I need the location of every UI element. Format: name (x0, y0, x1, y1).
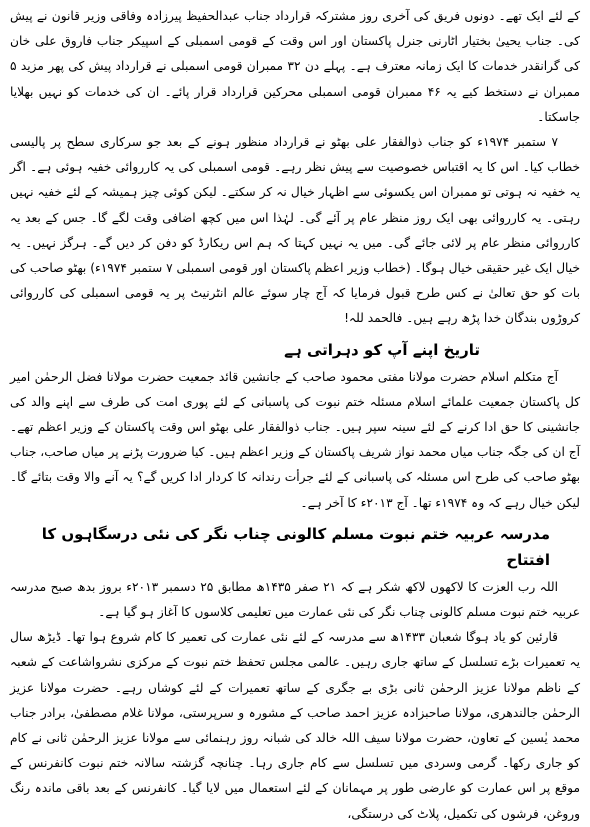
paragraph-classes-start: اللہ رب العزت کا لاکھوں لاکھ شکر ہے کہ ۲۱ صفر ۱۴۳۵ھ مطابق ۲۵ دسمبر ۲۰۱۳ء بروز بدھ صبح مدرسہ عربیہ ختم نبوت مسلم کالونی چناب نگر کی نئی عمارت میں تعلیمی کلاسوں کا آغاز ہو گیا ہے۔ (10, 579, 580, 620)
paragraph-present-leadership: آج متکلم اسلام حضرت مولانا مفتی محمود صاحب کے جانشین قائد جمعیت حضرت مولانا فضل الرحمٰن امیر کل پاکستان جمعیت علمائے اسلام مسئلہ ختم نبوت کی پاسبانی کے لئے پوری امت کی طرف سے اپنے والد کی جانشینی کا حق ادا کرنے کے لئے سینہ سپر ہیں۔ جناب ذوالفقار علی بھٹو اس وقت پاکستان کے وزیر اعظم تھے۔ آج ان کی جگہ جناب میاں محمد نواز شریف پاکستان کے وزیر اعظم ہیں۔ کیا ضرورت پڑنے پر میاں صاحب، جناب بھٹو صاحب کی طرح اس مسئلہ کی پاسبانی کے لئے جرأت رندانہ کا کردار ادا کریں گے؟ یہ آنے والا وقت بتائے گا۔ لیکن خیال رہے کہ وہ ۱۹۷۴ء تھا۔ آج ۲۰۱۳ء کا آخر ہے۔ (10, 369, 580, 510)
heading-history-repeats: تاریخ اپنے آپ کو دہراتی ہے (284, 340, 480, 359)
heading-madrasa-inauguration: مدرسہ عربیہ ختم نبوت مسلم کالونی چناب نگر کی نئی درسگاہوں کا افتتاح (41, 524, 550, 569)
paragraph-bhutto-address: ۷ ستمبر ۱۹۷۴ء کو جناب ذوالفقار علی بھٹو نے قرارداد منظور ہونے کے بعد جو سرکاری سطح پر پالیسی خطاب کیا۔ اس کا یہ اقتباس خصوصیت سے پیش نظر رہے۔ قومی اسمبلی کی یہ کارروائی خفیہ ہوئی ہے۔ اگر یہ خفیہ نہ ہوتی تو ممبران اس یکسوئی سے اظہار خیال نہ کر سکتے۔ لیکن کوئی چیز ہمیشہ کے لئے خفیہ نہیں رہتی۔ یہ کارروائی بھی ایک روز منظر عام پر آئے گی۔ لہٰذا اس میں کچھ اضافی وقت لگے گا۔ جس کے بعد یہ کارروائی منظر عام پر لائی جائے گی۔ میں یہ نہیں کہتا کہ ہم اس ریکارڈ کو دفن کر دیں گے۔ ہرگز نہیں۔ یہ خیال ایک غیر حقیقی خیال ہوگا۔ (خطاب وزیر اعظم پاکستان اور قومی اسمبلی ۷ ستمبر ۱۹۷۴ء) بھٹو صاحب کی بات کو حق تعالیٰ نے کس طرح قبول فرمایا کہ آج چار سوئے عالم انٹرنیٹ پر یہ قومی اسمبلی کی کارروائی کروڑوں بندگان خدا پڑھ رہے ہیں۔ فالحمد للہ! (10, 135, 580, 326)
paragraph-construction-history: قارئین کو یاد ہوگا شعبان ۱۴۳۳ھ سے مدرسہ کے لئے نئی عمارت کی تعمیر کا کام شروع ہوا تھا۔ ڈیڑھ سال یہ تعمیرات بڑے تسلسل کے ساتھ جاری رہیں۔ عالمی مجلس تحفظ ختم نبوت کے مرکزی نشرواشاعت کے شعبہ کے ناظم مولانا عزیز الرحمٰن ثانی بڑی بے جگری کے ساتھ تعمیرات کے لئے کوشاں رہے۔ حضرت مولانا عزیز الرحمٰن جالندھری، مولانا صاحبزادہ عزیز احمد صاحب کے مشورہ و سرپرستی، مولانا غلام مصطفیٰ، برادر جناب محمد یٰسین کے تعاون، حضرت مولانا سیف اللہ خالد کی شبانہ روز رہنمائی سے مولانا عزیز الرحمٰن ثانی نے کام کو جاری رکھا۔ گرمی وسردی میں تسلسل سے کام جاری رہا۔ چنانچہ گزشتہ سالانہ ختم نبوت کانفرنس کے موقع پر اس عمارت کو عارضی طور پر مہمانان کے لئے استعمال میں لایا گیا۔ کانفرنس کے بعد باقی ماندہ رنگ وروغن، فرشوں کی تکمیل، پلاٹ کی درستگی، (10, 630, 580, 821)
paragraph-resolution-mover: کے لئے ایک تھے۔ دونوں فریق کی آخری روز مشترکہ قرارداد جناب عبدالحفیظ پیرزادہ وفاقی وزیر قانون نے پیش کی۔ جناب یحییٰ بختیار اٹارنی جنرل پاکستان اور اس وقت کے قومی اسمبلی کے اسپیکر جناب فاروق علی خان کی گرانقدر خدمات کا ایک زمانہ معترف ہے۔ پہلے دن ۳۲ ممبران قومی اسمبلی نے قرارداد پیش کی پھر مزید ۵ ممبران نے دستخط کیے یہ ۴۶ ممبران قومی اسمبلی محرکین قرارداد قرار پائے۔ ان کی خدمات کو نہیں بھلایا جاسکتا۔ (10, 9, 580, 124)
